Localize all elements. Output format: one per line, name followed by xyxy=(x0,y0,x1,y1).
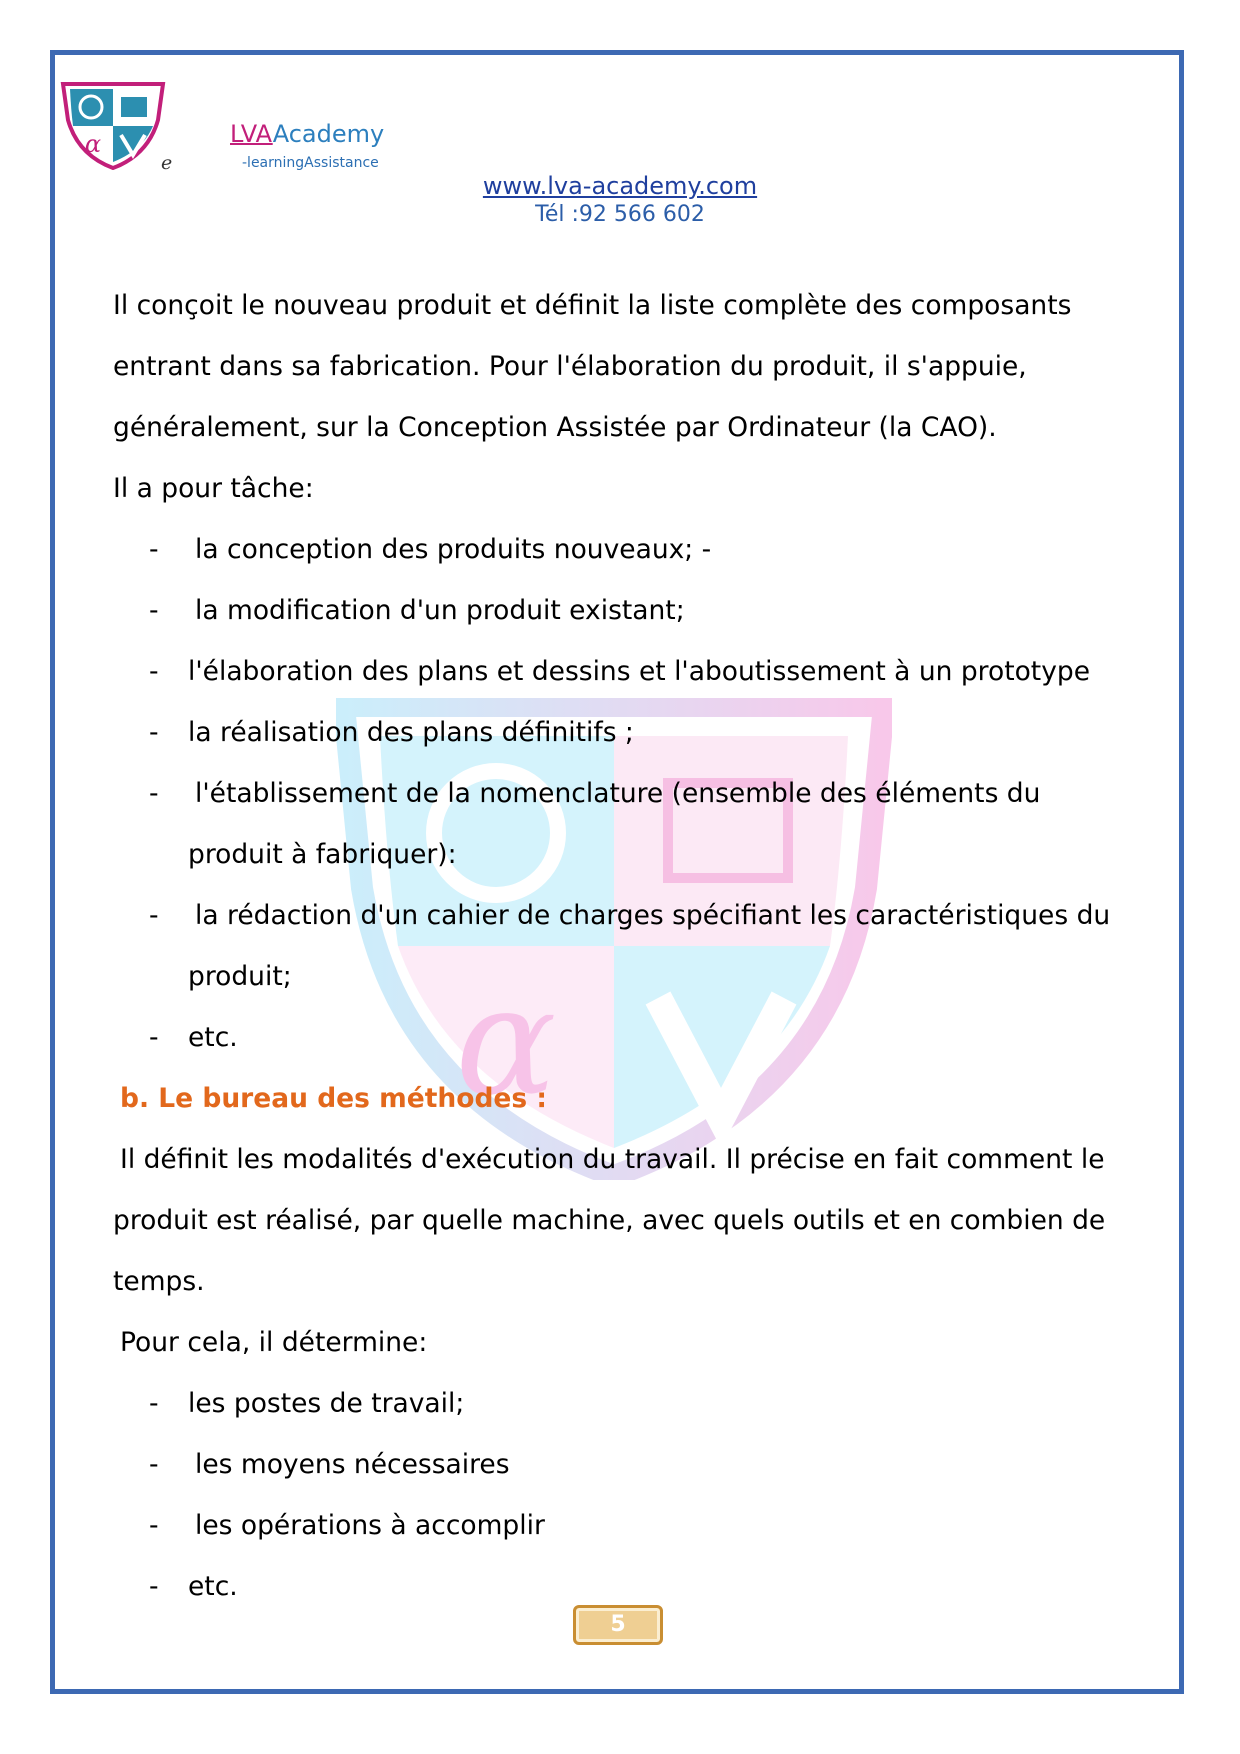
list-item: - les moyens nécessaires xyxy=(113,1434,1133,1495)
list-dash: - xyxy=(149,534,159,565)
svg-text:α: α xyxy=(84,130,102,158)
lva-logo-icon xyxy=(58,80,168,170)
logo-letter: e xyxy=(161,152,173,174)
list-dash: - xyxy=(149,1388,159,1419)
document-body xyxy=(113,275,1133,1617)
paragraph-line: Pour cela, il détermine: xyxy=(120,1327,428,1358)
paragraph-line: Il définit les modalités d'exécution du travail. Il précise en fait comment le xyxy=(120,1144,1105,1175)
paragraph-line: généralement, sur la Conception Assistée par Ordinateur (la CAO). xyxy=(113,412,997,443)
section-heading: b. Le bureau des méthodes : xyxy=(120,1083,548,1114)
brand-name xyxy=(230,120,384,148)
list-dash: - xyxy=(149,1449,159,1480)
list-item: - etc. xyxy=(113,1556,1133,1617)
list-dash: - xyxy=(149,1571,159,1602)
list-dash: - xyxy=(149,1022,159,1053)
paragraph-line: Il conçoit le nouveau produit et définit la liste complète des composants xyxy=(113,290,1072,321)
list-dash: - xyxy=(149,717,159,748)
list-item: - etc. xyxy=(113,1007,1133,1068)
phone-number: Tél :92 566 602 xyxy=(535,202,705,227)
paragraph-line: temps. xyxy=(113,1266,205,1297)
list-item: - les opérations à accomplir xyxy=(113,1495,1133,1556)
list-item: - les postes de travail; xyxy=(113,1373,1133,1434)
brand-tagline: -learningAssistance xyxy=(242,155,379,171)
list-dash: - xyxy=(149,656,159,687)
paragraph-line: Il a pour tâche: xyxy=(113,473,314,504)
brand-academy: Academy xyxy=(272,120,385,148)
paragraph-line: produit est réalisé, par quelle machine, avec quels outils et en combien de xyxy=(113,1205,1106,1236)
list-item: - la conception des produits nouveaux; - xyxy=(113,519,1133,580)
list-item: - l'établissement de la nomenclature (ensemble des éléments du xyxy=(113,763,1133,824)
list-item: - la rédaction d'un cahier de charges spécifiant les caractéristiques du xyxy=(113,885,1133,946)
list-item-continuation: produit à fabriquer): xyxy=(188,839,457,870)
website-link[interactable]: www.lva-academy.com xyxy=(482,172,758,200)
list-dash: - xyxy=(149,900,159,931)
list-item: - la modification d'un produit existant; xyxy=(113,580,1133,641)
list-item-continuation: produit; xyxy=(188,961,292,992)
list-item: - la réalisation des plans définitifs ; xyxy=(113,702,1133,763)
paragraph-line: entrant dans sa fabrication. Pour l'élaboration du produit, il s'appuie, xyxy=(113,351,1027,382)
list-dash: - xyxy=(149,1510,159,1541)
list-item: - l'élaboration des plans et dessins et l'aboutissement à un prototype xyxy=(113,641,1133,702)
list-dash: - xyxy=(149,778,159,809)
page-number-badge: 5 xyxy=(573,1605,663,1645)
brand-lva: LVA xyxy=(230,120,273,148)
svg-text:α: α xyxy=(455,955,557,1129)
list-dash: - xyxy=(149,595,159,626)
